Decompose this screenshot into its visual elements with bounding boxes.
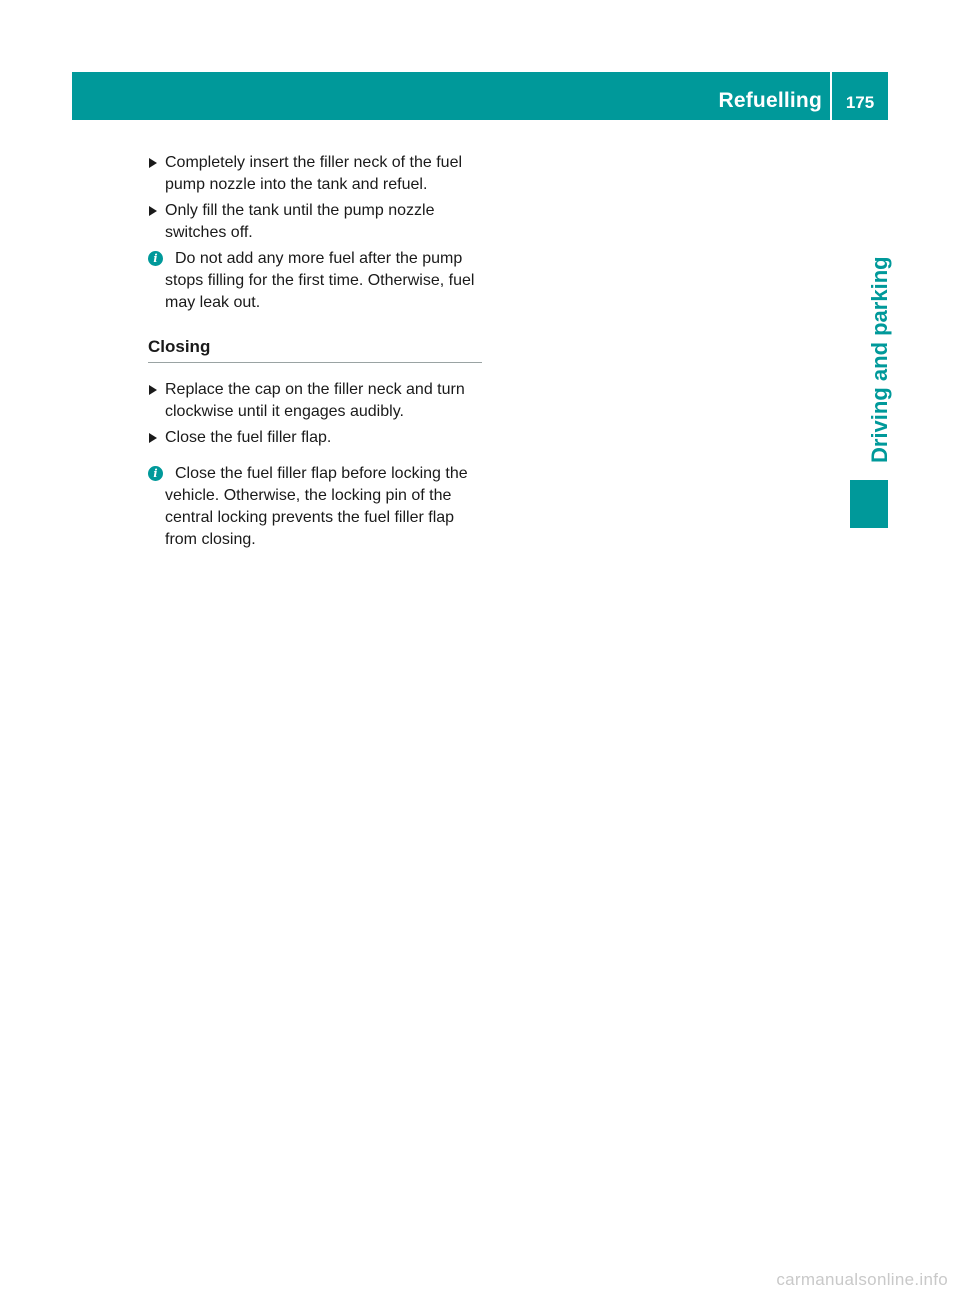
step-text: Close the fuel filler flap. [165,429,332,446]
arrow-right-icon [149,433,157,443]
content-column [148,152,482,555]
arrow-right-icon [149,158,157,168]
instruction-step [148,152,482,196]
note-text: Do not add any more fuel after the pump stops filling for the first time. Otherwise, fuel may leak out. [165,250,475,311]
header-bar [72,72,888,120]
instruction-step [148,379,482,423]
section-heading-closing: Closing [148,336,482,363]
info-note [148,463,482,551]
chapter-label: Driving and parking [867,256,892,463]
header-divider [830,72,832,120]
step-text: Replace the cap on the filler neck and turn clockwise until it engages audibly. [165,381,465,420]
info-icon: i [148,251,163,266]
instruction-step [148,427,482,449]
info-note [148,248,482,314]
info-icon: i [148,466,163,481]
arrow-right-icon [149,206,157,216]
section-title: Refuelling [718,89,822,112]
step-text: Only fill the tank until the pump nozzle switches off. [165,202,435,241]
watermark: carmanualsonline.info [776,1270,948,1289]
step-text: Completely insert the filler neck of the fuel pump nozzle into the tank and refuel. [165,154,463,193]
chapter-marker-block [850,480,888,528]
chapter-side-tab [850,130,892,474]
note-text: Close the fuel filler flap before locking the vehicle. Otherwise, the locking pin of the central locking prevents the fuel filler flap from closing. [165,465,468,548]
instruction-step [148,200,482,244]
page-number: 175 [845,93,875,112]
arrow-right-icon [149,385,157,395]
